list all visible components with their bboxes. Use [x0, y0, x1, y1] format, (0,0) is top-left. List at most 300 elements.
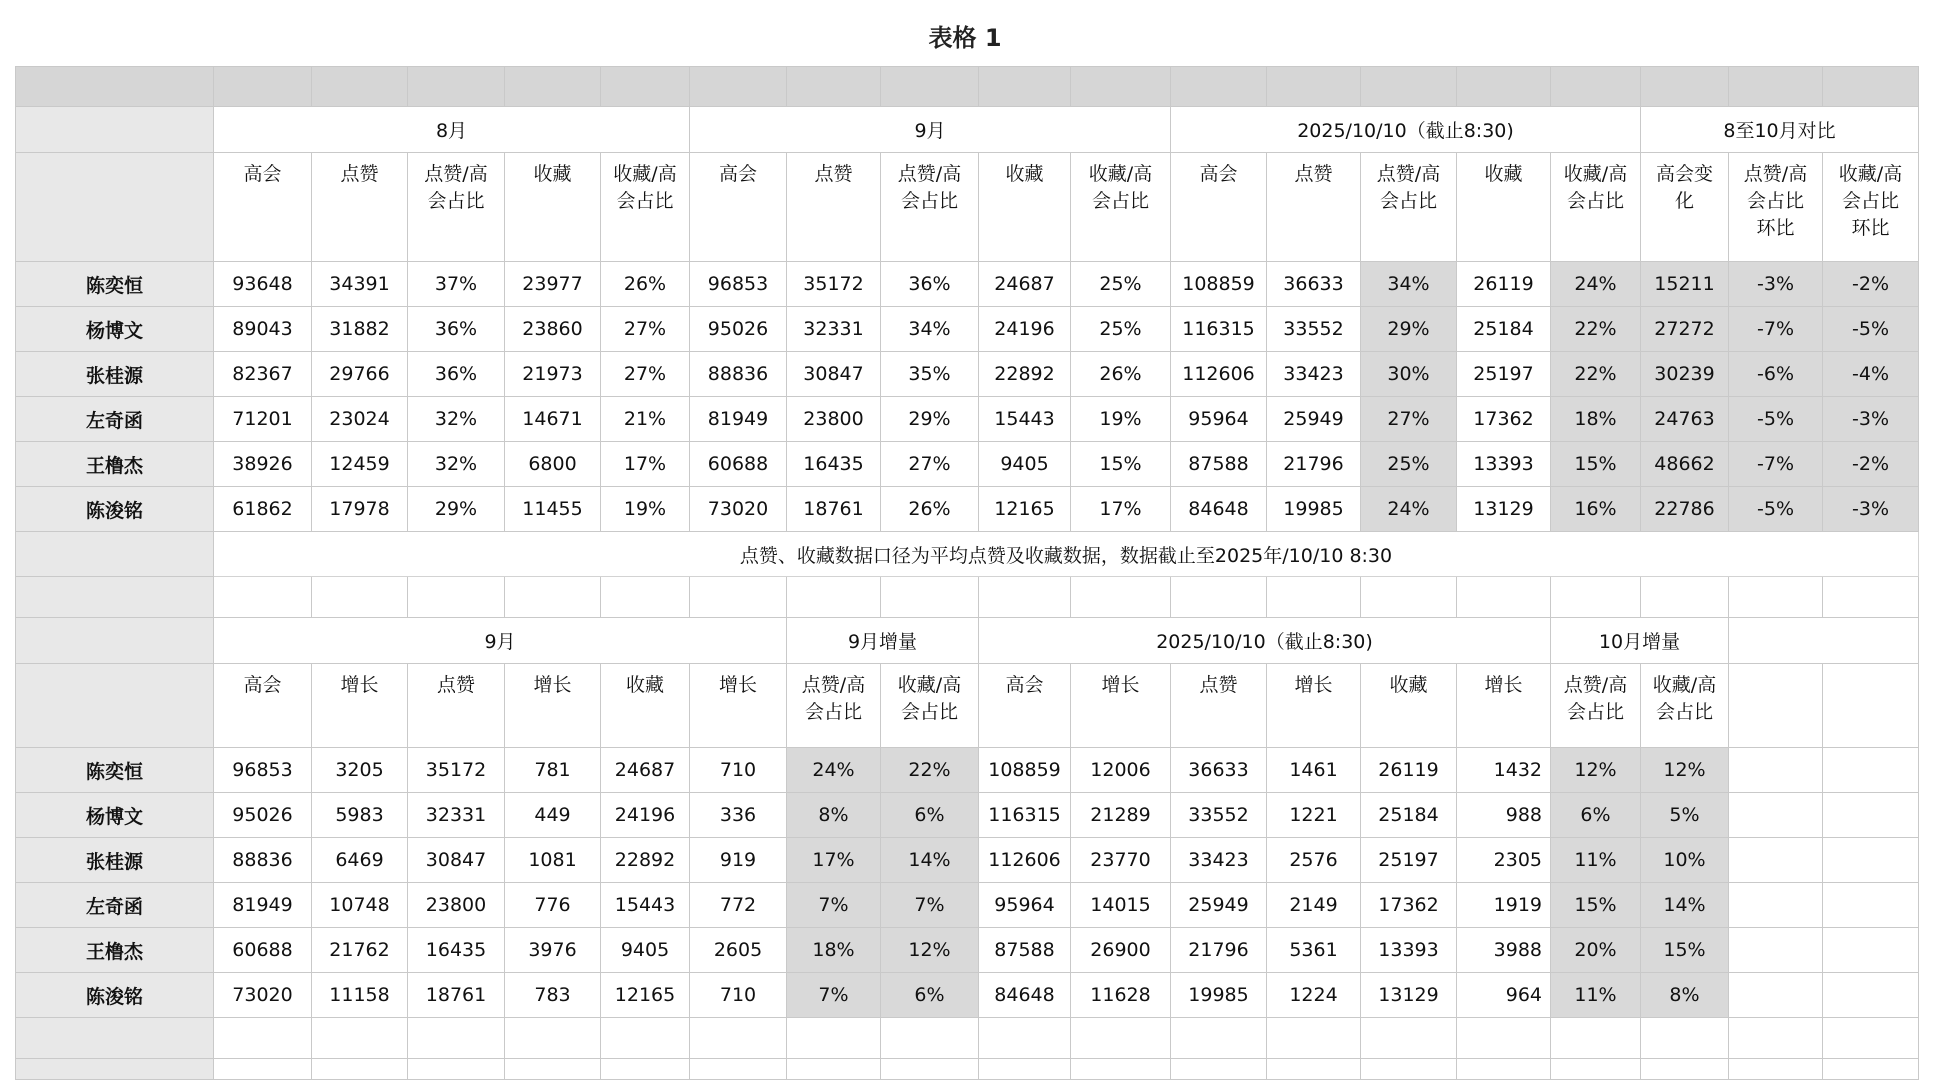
data-cell[interactable]: 19% — [601, 487, 690, 532]
data-cell[interactable]: 17% — [1071, 487, 1171, 532]
data-cell[interactable]: 25184 — [1361, 793, 1457, 838]
data-cell[interactable]: 20% — [1551, 928, 1641, 973]
data-cell[interactable]: 7% — [881, 883, 979, 928]
data-cell[interactable]: -3% — [1823, 487, 1919, 532]
data-cell[interactable]: 781 — [505, 748, 601, 793]
row-name[interactable]: 王橹杰 — [16, 928, 214, 973]
data-cell[interactable]: -3% — [1823, 397, 1919, 442]
data-cell[interactable]: 95026 — [214, 793, 312, 838]
empty-cell[interactable] — [690, 577, 787, 618]
data-cell[interactable]: 15% — [1551, 442, 1641, 487]
row-header-cell[interactable] — [16, 153, 214, 262]
band-cell[interactable] — [312, 67, 408, 107]
empty-cell[interactable] — [1823, 1018, 1919, 1059]
data-cell[interactable]: 22786 — [1641, 487, 1729, 532]
data-cell[interactable]: 21796 — [1171, 928, 1267, 973]
data-cell[interactable]: 2576 — [1267, 838, 1361, 883]
data-cell[interactable]: 15443 — [979, 397, 1071, 442]
empty-cell[interactable] — [1171, 1059, 1267, 1080]
column-header[interactable]: 增长 — [1457, 664, 1551, 748]
data-cell[interactable]: 22% — [881, 748, 979, 793]
data-cell[interactable]: 36% — [881, 262, 979, 307]
column-header[interactable]: 点赞 — [787, 153, 881, 262]
band-cell[interactable] — [601, 67, 690, 107]
data-cell[interactable]: 5983 — [312, 793, 408, 838]
row-name[interactable]: 左奇函 — [16, 883, 214, 928]
data-cell[interactable]: 61862 — [214, 487, 312, 532]
data-cell[interactable]: 36633 — [1267, 262, 1361, 307]
data-cell[interactable]: 32% — [408, 397, 505, 442]
empty-cell[interactable] — [1071, 577, 1171, 618]
data-cell[interactable]: 87588 — [979, 928, 1071, 973]
empty-cell[interactable] — [1361, 1018, 1457, 1059]
data-cell[interactable]: 710 — [690, 748, 787, 793]
empty-cell[interactable] — [1551, 1018, 1641, 1059]
row-name[interactable]: 陈奕恒 — [16, 748, 214, 793]
data-cell[interactable]: 18% — [1551, 397, 1641, 442]
column-header[interactable]: 收藏/高 会占比 — [1551, 153, 1641, 262]
row-name[interactable]: 杨博文 — [16, 793, 214, 838]
empty-cell[interactable] — [1641, 1059, 1729, 1080]
column-header[interactable]: 收藏 — [979, 153, 1071, 262]
table-note[interactable]: 点赞、收藏数据口径为平均点赞及收藏数据，数据截止至2025年/10/10 8:30 — [214, 532, 1919, 577]
column-header[interactable] — [1823, 664, 1919, 748]
group-header[interactable]: 2025/10/10（截止8:30) — [1171, 107, 1641, 153]
group-header[interactable]: 8至10月对比 — [1641, 107, 1919, 153]
data-cell[interactable]: 25184 — [1457, 307, 1551, 352]
empty-cell[interactable] — [690, 1059, 787, 1080]
data-cell[interactable]: 25% — [1071, 307, 1171, 352]
data-cell[interactable]: 73020 — [214, 973, 312, 1018]
data-cell[interactable]: 34% — [881, 307, 979, 352]
data-cell[interactable]: 95964 — [979, 883, 1071, 928]
data-cell[interactable]: 26% — [601, 262, 690, 307]
data-cell[interactable]: 23977 — [505, 262, 601, 307]
data-cell[interactable]: 6% — [881, 973, 979, 1018]
data-cell[interactable]: 15211 — [1641, 262, 1729, 307]
data-cell[interactable]: 23024 — [312, 397, 408, 442]
column-header[interactable]: 收藏/高 会占比 环比 — [1823, 153, 1919, 262]
data-cell[interactable]: 116315 — [1171, 307, 1267, 352]
row-name[interactable]: 王橹杰 — [16, 442, 214, 487]
empty-cell[interactable] — [1551, 1059, 1641, 1080]
data-cell[interactable]: 1221 — [1267, 793, 1361, 838]
band-cell[interactable] — [505, 67, 601, 107]
column-header[interactable]: 高会 — [1171, 153, 1267, 262]
empty-cell[interactable] — [1361, 577, 1457, 618]
row-header-cell[interactable] — [16, 1059, 214, 1080]
data-cell[interactable]: 17978 — [312, 487, 408, 532]
empty-cell[interactable] — [881, 577, 979, 618]
group-header[interactable]: 2025/10/10（截止8:30) — [979, 618, 1551, 664]
column-header[interactable]: 增长 — [1267, 664, 1361, 748]
data-cell[interactable]: 25197 — [1457, 352, 1551, 397]
band-cell[interactable] — [979, 67, 1071, 107]
data-cell[interactable]: 336 — [690, 793, 787, 838]
data-cell[interactable]: 27272 — [1641, 307, 1729, 352]
data-cell[interactable]: 81949 — [214, 883, 312, 928]
column-header[interactable]: 点赞/高 会占比 环比 — [1729, 153, 1823, 262]
empty-cell[interactable] — [1641, 1018, 1729, 1059]
row-name[interactable]: 左奇函 — [16, 397, 214, 442]
data-cell[interactable]: 21289 — [1071, 793, 1171, 838]
data-cell[interactable]: 2149 — [1267, 883, 1361, 928]
data-cell[interactable]: 776 — [505, 883, 601, 928]
data-cell[interactable]: 96853 — [214, 748, 312, 793]
band-cell[interactable] — [408, 67, 505, 107]
empty-cell[interactable] — [505, 1018, 601, 1059]
data-cell[interactable]: 24687 — [979, 262, 1071, 307]
data-cell[interactable] — [1823, 928, 1919, 973]
data-cell[interactable]: 3988 — [1457, 928, 1551, 973]
column-header[interactable]: 高会 — [979, 664, 1071, 748]
data-cell[interactable]: 116315 — [979, 793, 1071, 838]
data-cell[interactable]: -5% — [1729, 397, 1823, 442]
data-cell[interactable]: 23800 — [408, 883, 505, 928]
group-header[interactable]: 10月增量 — [1551, 618, 1729, 664]
data-cell[interactable]: 18% — [787, 928, 881, 973]
empty-cell[interactable] — [1729, 1018, 1823, 1059]
row-header-cell[interactable] — [16, 664, 214, 748]
row-name[interactable]: 杨博文 — [16, 307, 214, 352]
data-cell[interactable]: 31882 — [312, 307, 408, 352]
empty-cell[interactable] — [1823, 1059, 1919, 1080]
data-cell[interactable]: 449 — [505, 793, 601, 838]
data-cell[interactable]: 30239 — [1641, 352, 1729, 397]
column-header[interactable]: 收藏 — [505, 153, 601, 262]
data-cell[interactable]: 21762 — [312, 928, 408, 973]
row-name[interactable]: 陈浚铭 — [16, 973, 214, 1018]
group-header[interactable] — [1729, 618, 1919, 664]
data-cell[interactable]: 19985 — [1171, 973, 1267, 1018]
data-cell[interactable]: 33552 — [1171, 793, 1267, 838]
data-cell[interactable] — [1823, 748, 1919, 793]
data-cell[interactable]: 27% — [601, 352, 690, 397]
row-name[interactable]: 陈浚铭 — [16, 487, 214, 532]
data-cell[interactable]: 15443 — [601, 883, 690, 928]
data-cell[interactable]: 988 — [1457, 793, 1551, 838]
empty-cell[interactable] — [1823, 577, 1919, 618]
empty-cell[interactable] — [214, 577, 312, 618]
data-cell[interactable]: 81949 — [690, 397, 787, 442]
column-header[interactable]: 点赞 — [408, 664, 505, 748]
data-cell[interactable]: 9405 — [979, 442, 1071, 487]
data-cell[interactable]: 25197 — [1361, 838, 1457, 883]
data-cell[interactable]: -6% — [1729, 352, 1823, 397]
data-cell[interactable]: 6% — [1551, 793, 1641, 838]
data-cell[interactable]: 35172 — [787, 262, 881, 307]
empty-cell[interactable] — [1729, 577, 1823, 618]
empty-cell[interactable] — [505, 1059, 601, 1080]
row-name[interactable]: 陈奕恒 — [16, 262, 214, 307]
empty-cell[interactable] — [1641, 577, 1729, 618]
data-cell[interactable]: 108859 — [1171, 262, 1267, 307]
data-cell[interactable]: 26% — [1071, 352, 1171, 397]
data-cell[interactable]: 33552 — [1267, 307, 1361, 352]
column-header[interactable]: 点赞 — [1171, 664, 1267, 748]
data-cell[interactable]: -2% — [1823, 442, 1919, 487]
data-cell[interactable] — [1729, 748, 1823, 793]
data-cell[interactable]: 71201 — [214, 397, 312, 442]
band-cell[interactable] — [214, 67, 312, 107]
data-cell[interactable]: 19985 — [1267, 487, 1361, 532]
data-cell[interactable]: 36% — [408, 307, 505, 352]
column-header[interactable]: 收藏 — [1361, 664, 1457, 748]
empty-cell[interactable] — [787, 1059, 881, 1080]
column-header[interactable]: 点赞/高 会占比 — [1361, 153, 1457, 262]
empty-cell[interactable] — [312, 577, 408, 618]
column-header[interactable]: 点赞/高 会占比 — [1551, 664, 1641, 748]
data-cell[interactable] — [1729, 973, 1823, 1018]
empty-cell[interactable] — [1457, 577, 1551, 618]
data-cell[interactable]: 12% — [1551, 748, 1641, 793]
column-header[interactable]: 增长 — [505, 664, 601, 748]
data-cell[interactable]: 29% — [1361, 307, 1457, 352]
empty-cell[interactable] — [1267, 1018, 1361, 1059]
data-cell[interactable]: 15% — [1071, 442, 1171, 487]
column-header[interactable]: 增长 — [312, 664, 408, 748]
data-cell[interactable]: 26119 — [1361, 748, 1457, 793]
data-cell[interactable]: 22892 — [979, 352, 1071, 397]
data-cell[interactable]: 24763 — [1641, 397, 1729, 442]
band-cell[interactable] — [1457, 67, 1551, 107]
data-cell[interactable]: 8% — [1641, 973, 1729, 1018]
data-cell[interactable]: 22% — [1551, 352, 1641, 397]
data-cell[interactable] — [1729, 793, 1823, 838]
data-cell[interactable]: 17362 — [1361, 883, 1457, 928]
empty-cell[interactable] — [408, 1059, 505, 1080]
data-cell[interactable]: 27% — [1361, 397, 1457, 442]
data-cell[interactable]: 11455 — [505, 487, 601, 532]
data-cell[interactable]: 12006 — [1071, 748, 1171, 793]
data-cell[interactable]: 34% — [1361, 262, 1457, 307]
empty-cell[interactable] — [979, 1059, 1071, 1080]
row-header-cell[interactable] — [16, 577, 214, 618]
data-cell[interactable]: 25949 — [1267, 397, 1361, 442]
data-cell[interactable]: 6800 — [505, 442, 601, 487]
group-header[interactable]: 9月 — [214, 618, 787, 664]
band-cell[interactable] — [1823, 67, 1919, 107]
data-cell[interactable]: 24% — [1361, 487, 1457, 532]
row-header-cell[interactable] — [16, 1018, 214, 1059]
column-header[interactable]: 点赞/高 会占比 — [408, 153, 505, 262]
data-cell[interactable]: 32331 — [787, 307, 881, 352]
data-cell[interactable]: 38926 — [214, 442, 312, 487]
data-cell[interactable] — [1823, 883, 1919, 928]
data-cell[interactable]: 36633 — [1171, 748, 1267, 793]
empty-cell[interactable] — [1457, 1059, 1551, 1080]
column-header[interactable]: 高会 — [690, 153, 787, 262]
data-cell[interactable]: 33423 — [1171, 838, 1267, 883]
data-cell[interactable]: 95026 — [690, 307, 787, 352]
band-cell[interactable] — [881, 67, 979, 107]
data-cell[interactable]: 33423 — [1267, 352, 1361, 397]
empty-cell[interactable] — [1171, 1018, 1267, 1059]
band-cell[interactable] — [1729, 67, 1823, 107]
data-cell[interactable]: 27% — [881, 442, 979, 487]
data-cell[interactable]: 87588 — [1171, 442, 1267, 487]
data-cell[interactable]: 5361 — [1267, 928, 1361, 973]
data-cell[interactable]: 7% — [787, 973, 881, 1018]
column-header[interactable]: 高会 — [214, 664, 312, 748]
band-cell[interactable] — [1361, 67, 1457, 107]
data-cell[interactable]: -7% — [1729, 307, 1823, 352]
data-cell[interactable]: 9405 — [601, 928, 690, 973]
data-cell[interactable] — [1729, 838, 1823, 883]
data-cell[interactable]: 1081 — [505, 838, 601, 883]
data-cell[interactable]: 23770 — [1071, 838, 1171, 883]
data-cell[interactable]: 17% — [601, 442, 690, 487]
data-cell[interactable]: 48662 — [1641, 442, 1729, 487]
column-header[interactable]: 点赞 — [312, 153, 408, 262]
data-cell[interactable]: 12% — [1641, 748, 1729, 793]
data-cell[interactable]: 12165 — [979, 487, 1071, 532]
data-cell[interactable]: 22% — [1551, 307, 1641, 352]
data-cell[interactable]: 11628 — [1071, 973, 1171, 1018]
band-cell[interactable] — [16, 67, 214, 107]
data-cell[interactable]: 25949 — [1171, 883, 1267, 928]
band-cell[interactable] — [787, 67, 881, 107]
empty-cell[interactable] — [505, 577, 601, 618]
column-header[interactable]: 点赞/高 会占比 — [787, 664, 881, 748]
row-name[interactable]: 张桂源 — [16, 838, 214, 883]
data-cell[interactable]: 60688 — [690, 442, 787, 487]
empty-cell[interactable] — [601, 1059, 690, 1080]
data-cell[interactable]: 6469 — [312, 838, 408, 883]
data-cell[interactable]: 8% — [787, 793, 881, 838]
data-cell[interactable]: 14% — [1641, 883, 1729, 928]
data-cell[interactable]: 12% — [881, 928, 979, 973]
column-header[interactable]: 增长 — [690, 664, 787, 748]
group-header[interactable]: 9月 — [690, 107, 1171, 153]
column-header[interactable]: 收藏/高 会占比 — [1641, 664, 1729, 748]
column-header[interactable]: 高会变 化 — [1641, 153, 1729, 262]
data-cell[interactable]: 93648 — [214, 262, 312, 307]
data-cell[interactable]: -2% — [1823, 262, 1919, 307]
empty-cell[interactable] — [787, 577, 881, 618]
data-cell[interactable]: 24687 — [601, 748, 690, 793]
data-cell[interactable]: 24196 — [601, 793, 690, 838]
data-cell[interactable]: 12459 — [312, 442, 408, 487]
empty-cell[interactable] — [312, 1018, 408, 1059]
group-header[interactable]: 9月增量 — [787, 618, 979, 664]
data-cell[interactable]: 15% — [1641, 928, 1729, 973]
data-cell[interactable]: 11% — [1551, 838, 1641, 883]
data-cell[interactable]: 15% — [1551, 883, 1641, 928]
empty-cell[interactable] — [1267, 1059, 1361, 1080]
empty-cell[interactable] — [408, 577, 505, 618]
empty-cell[interactable] — [1267, 577, 1361, 618]
data-cell[interactable]: 14015 — [1071, 883, 1171, 928]
data-cell[interactable]: 29% — [408, 487, 505, 532]
row-header-cell[interactable] — [16, 618, 214, 664]
data-cell[interactable]: 32331 — [408, 793, 505, 838]
data-cell[interactable]: 84648 — [979, 973, 1071, 1018]
data-cell[interactable]: 25% — [1071, 262, 1171, 307]
data-cell[interactable]: 30% — [1361, 352, 1457, 397]
data-cell[interactable] — [1729, 883, 1823, 928]
data-cell[interactable]: 95964 — [1171, 397, 1267, 442]
empty-cell[interactable] — [408, 1018, 505, 1059]
empty-cell[interactable] — [1361, 1059, 1457, 1080]
data-cell[interactable]: 24196 — [979, 307, 1071, 352]
data-cell[interactable]: 34391 — [312, 262, 408, 307]
data-cell[interactable]: 22892 — [601, 838, 690, 883]
data-cell[interactable]: 13129 — [1361, 973, 1457, 1018]
data-cell[interactable]: 16435 — [408, 928, 505, 973]
data-cell[interactable]: 2605 — [690, 928, 787, 973]
data-cell[interactable]: 25% — [1361, 442, 1457, 487]
data-cell[interactable]: 1461 — [1267, 748, 1361, 793]
column-header[interactable]: 收藏/高 会占比 — [601, 153, 690, 262]
data-cell[interactable]: 19% — [1071, 397, 1171, 442]
band-cell[interactable] — [1071, 67, 1171, 107]
data-cell[interactable]: 3976 — [505, 928, 601, 973]
data-cell[interactable]: 29% — [881, 397, 979, 442]
data-cell[interactable]: 96853 — [690, 262, 787, 307]
data-cell[interactable]: -3% — [1729, 262, 1823, 307]
data-cell[interactable]: 24% — [787, 748, 881, 793]
data-cell[interactable]: 11% — [1551, 973, 1641, 1018]
band-cell[interactable] — [1267, 67, 1361, 107]
row-name[interactable]: 张桂源 — [16, 352, 214, 397]
data-cell[interactable]: 21796 — [1267, 442, 1361, 487]
data-cell[interactable]: 772 — [690, 883, 787, 928]
data-cell[interactable]: 10748 — [312, 883, 408, 928]
data-cell[interactable]: 14% — [881, 838, 979, 883]
column-header[interactable]: 点赞/高 会占比 — [881, 153, 979, 262]
empty-cell[interactable] — [1071, 1018, 1171, 1059]
data-cell[interactable]: 13129 — [1457, 487, 1551, 532]
data-cell[interactable]: -7% — [1729, 442, 1823, 487]
data-cell[interactable]: 26119 — [1457, 262, 1551, 307]
data-cell[interactable] — [1823, 793, 1919, 838]
data-cell[interactable]: 5% — [1641, 793, 1729, 838]
data-cell[interactable] — [1823, 838, 1919, 883]
data-cell[interactable]: 30847 — [408, 838, 505, 883]
data-cell[interactable]: 35% — [881, 352, 979, 397]
band-cell[interactable] — [1551, 67, 1641, 107]
data-cell[interactable]: 21% — [601, 397, 690, 442]
data-cell[interactable]: 13393 — [1457, 442, 1551, 487]
empty-cell[interactable] — [312, 1059, 408, 1080]
data-cell[interactable]: 26% — [881, 487, 979, 532]
data-cell[interactable]: 82367 — [214, 352, 312, 397]
data-cell[interactable]: 11158 — [312, 973, 408, 1018]
band-cell[interactable] — [690, 67, 787, 107]
data-cell[interactable]: -4% — [1823, 352, 1919, 397]
data-cell[interactable]: 88836 — [690, 352, 787, 397]
empty-cell[interactable] — [881, 1059, 979, 1080]
data-cell[interactable]: -5% — [1823, 307, 1919, 352]
data-cell[interactable]: -5% — [1729, 487, 1823, 532]
data-cell[interactable]: 16% — [1551, 487, 1641, 532]
empty-cell[interactable] — [787, 1018, 881, 1059]
empty-cell[interactable] — [881, 1018, 979, 1059]
data-cell[interactable]: 1224 — [1267, 973, 1361, 1018]
empty-cell[interactable] — [601, 1018, 690, 1059]
empty-cell[interactable] — [1729, 1059, 1823, 1080]
empty-cell[interactable] — [690, 1018, 787, 1059]
column-header[interactable]: 点赞 — [1267, 153, 1361, 262]
data-cell[interactable]: 84648 — [1171, 487, 1267, 532]
data-cell[interactable]: 10% — [1641, 838, 1729, 883]
data-cell[interactable]: 89043 — [214, 307, 312, 352]
data-cell[interactable]: 35172 — [408, 748, 505, 793]
data-cell[interactable]: 23800 — [787, 397, 881, 442]
data-cell[interactable]: 108859 — [979, 748, 1071, 793]
data-cell[interactable]: 36% — [408, 352, 505, 397]
